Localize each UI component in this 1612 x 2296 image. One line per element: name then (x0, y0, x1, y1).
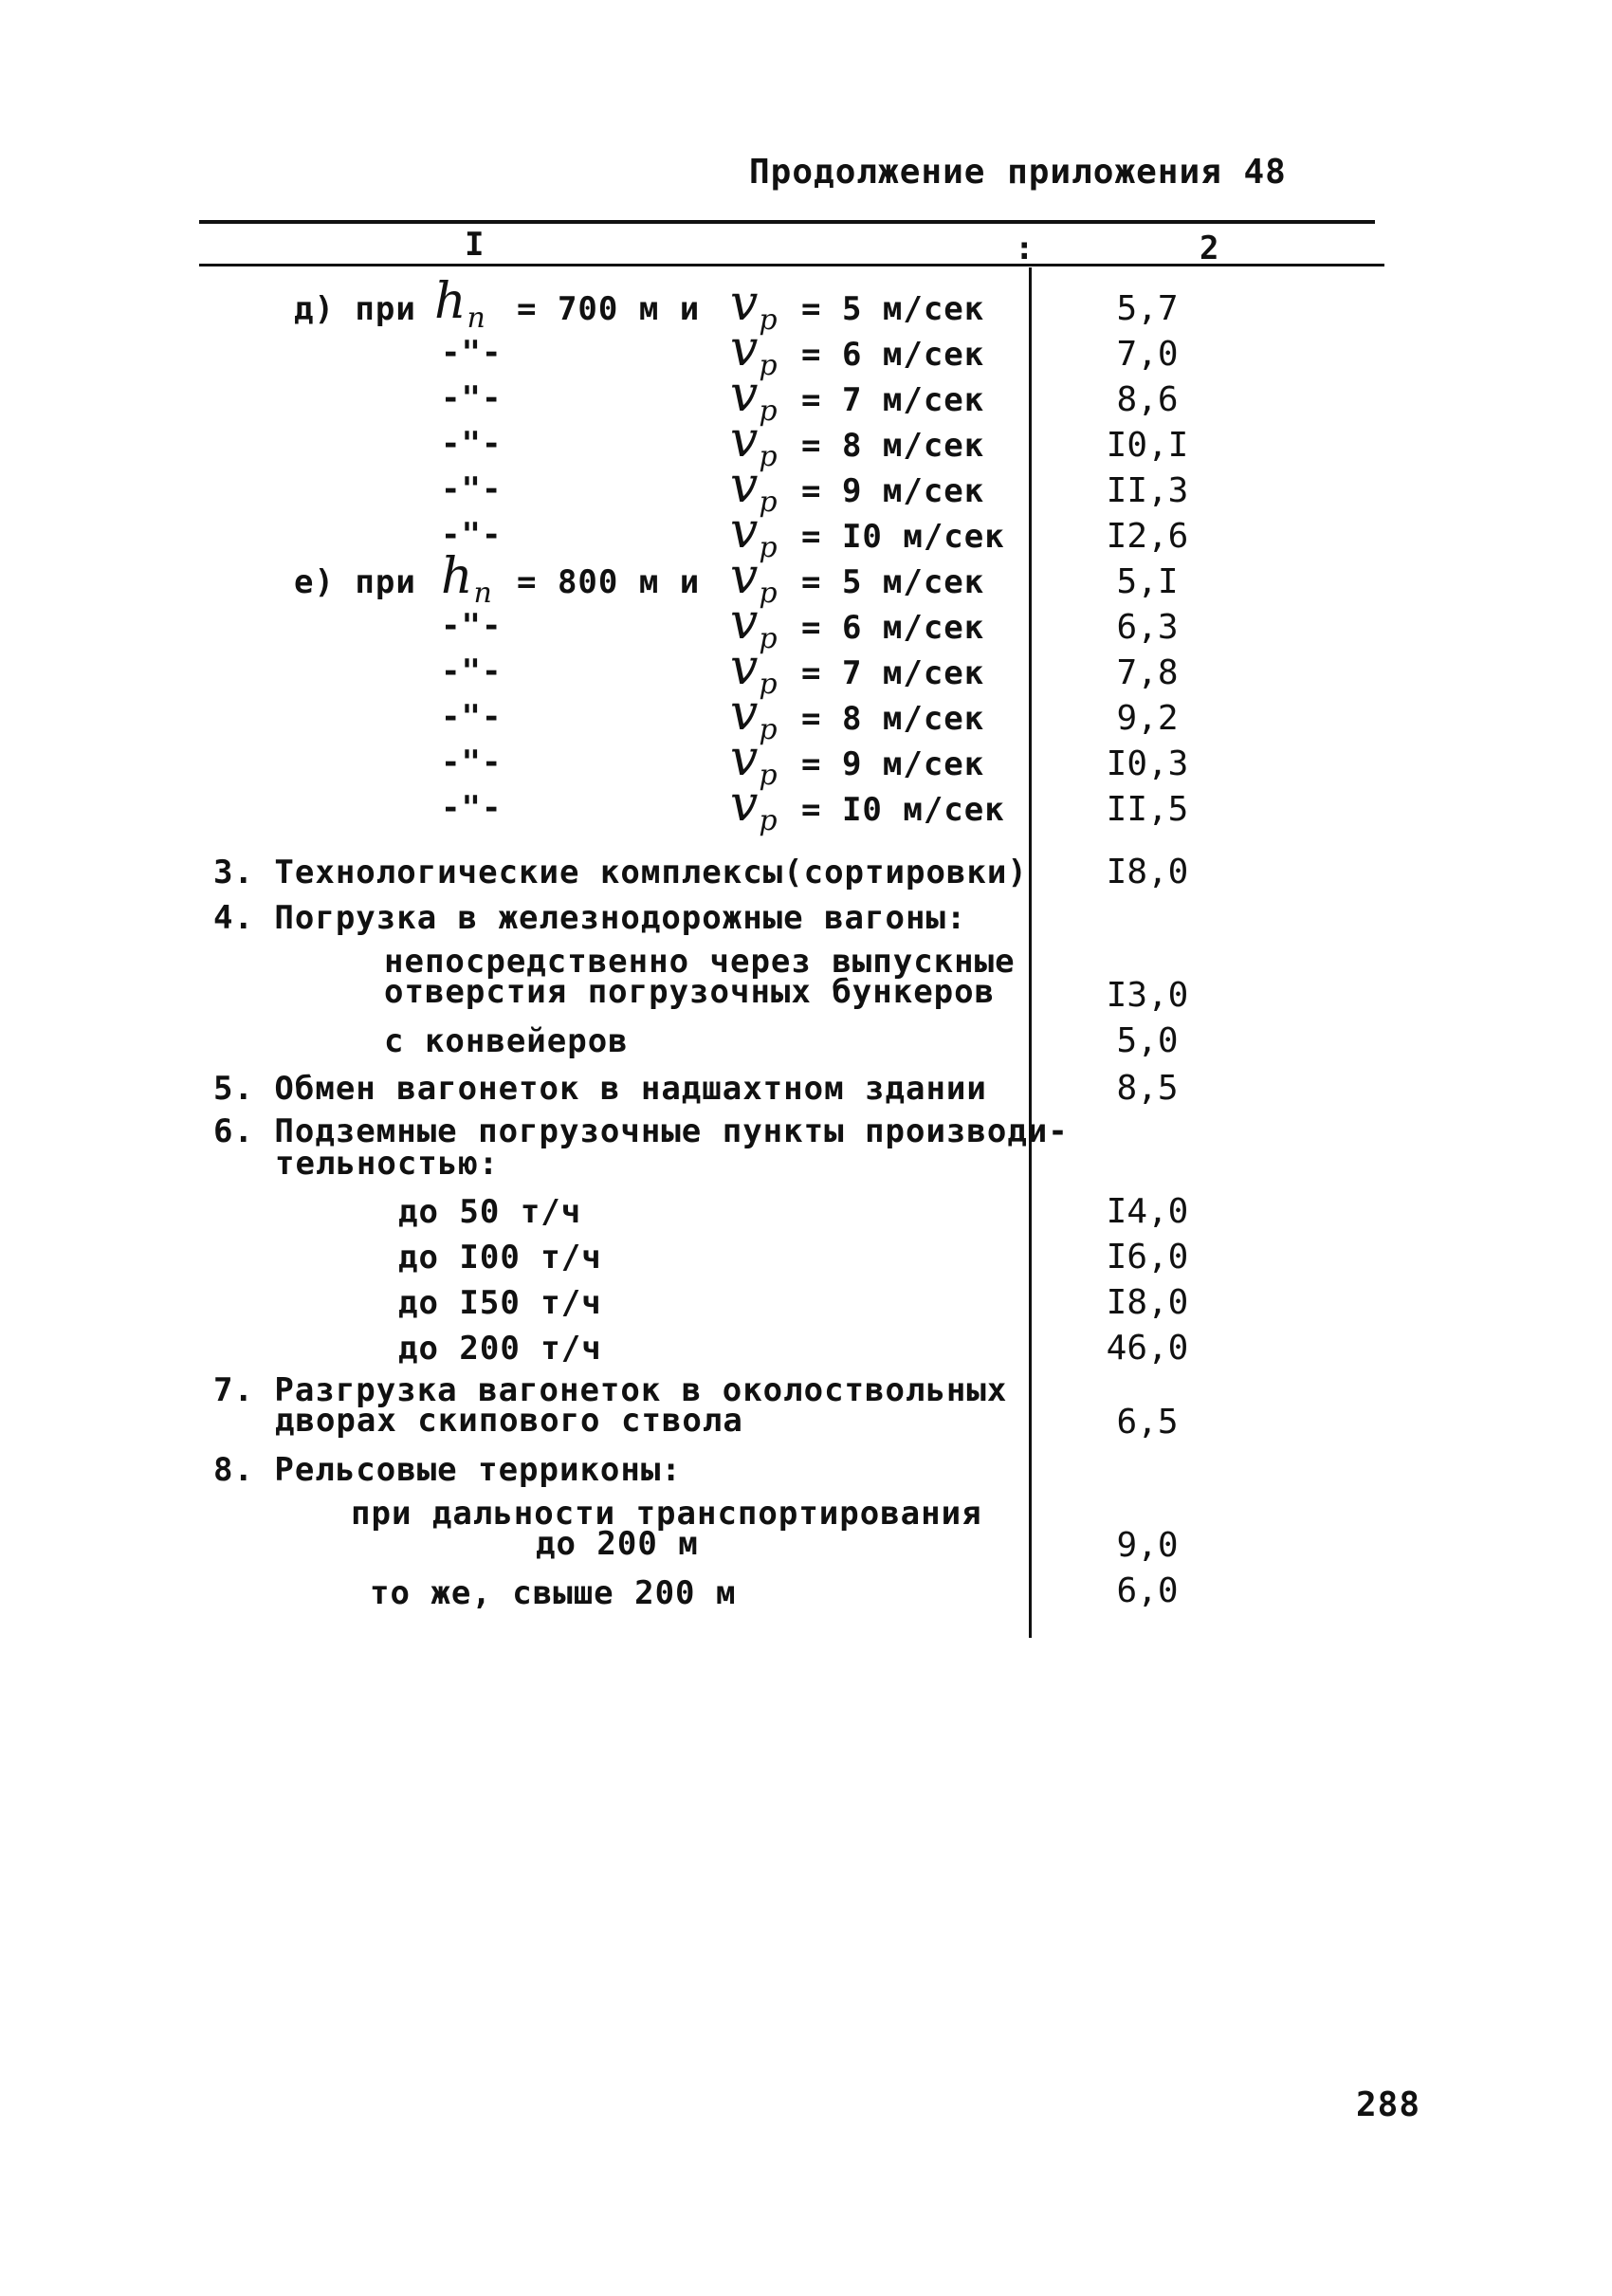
item-6-line1: 6. Подземные погрузочные пункты производи- (213, 1112, 1069, 1150)
value-d-5: II,3 (1106, 471, 1189, 510)
v-speed-symbol: vр (730, 412, 779, 473)
ditto-mark: -"- (441, 379, 503, 417)
item-7-line2: дворах скипового ствола (275, 1402, 743, 1440)
item-4-text: 4. Погрузка в железнодорожные вагоны: (213, 899, 967, 937)
block-e-label: е) при (294, 563, 416, 601)
speed-row-d-3: = 7 м/сек (801, 381, 985, 419)
ditto-mark: -"- (441, 607, 503, 645)
value-d-4: I0,I (1106, 426, 1189, 465)
block-d-depth: = 700 м и (517, 290, 701, 328)
speed-row-d-5: = 9 м/сек (801, 472, 985, 510)
item-6-row-2-value: I6,0 (1106, 1238, 1189, 1277)
column-divider (1029, 267, 1032, 1638)
v-speed-symbol: vр (730, 366, 779, 428)
value-d-2: 7,0 (1116, 335, 1179, 374)
item-6-row-2-label: до I00 т/ч (398, 1239, 602, 1277)
speed-row-e-1: = 5 м/сек (801, 563, 985, 601)
ditto-mark: -"- (441, 698, 503, 736)
speed-row-d-2: = 6 м/сек (801, 336, 985, 374)
item-8-sub2-value: 6,0 (1116, 1571, 1179, 1610)
item-6-row-4-value: 46,0 (1106, 1329, 1189, 1368)
value-e-3: 7,8 (1116, 653, 1179, 692)
ditto-mark: -"- (441, 744, 503, 781)
v-speed-symbol: vр (730, 730, 779, 792)
value-d-1: 5,7 (1116, 289, 1179, 328)
ditto-mark: -"- (441, 789, 503, 827)
ditto-mark: -"- (441, 425, 503, 463)
v-speed-symbol: vр (730, 321, 779, 382)
item-8-sub1-line1: при дальности транспортирования (351, 1495, 982, 1533)
item-6-row-4-label: до 200 т/ч (398, 1330, 602, 1368)
speed-row-d-4: = 8 м/сек (801, 427, 985, 465)
item-6-row-1-label: до 50 т/ч (398, 1193, 582, 1231)
item-5-text: 5. Обмен вагонеток в надшахтном здании (213, 1070, 987, 1108)
value-d-6: I2,6 (1106, 517, 1189, 556)
item-8-text: 8. Рельсовые терриконы: (213, 1451, 682, 1489)
item-8-sub2: то же, свыше 200 м (370, 1574, 737, 1612)
h-depth-symbol: hп (441, 548, 493, 610)
ditto-mark: -"- (441, 652, 503, 690)
v-speed-symbol: vр (730, 685, 779, 746)
item-3-value: I8,0 (1106, 853, 1189, 891)
table-top-rule (199, 220, 1375, 224)
value-e-5: I0,3 (1106, 744, 1189, 783)
continuation-header: Продолжение приложения 48 (749, 153, 1287, 192)
v-speed-symbol: vр (730, 457, 779, 519)
v-speed-symbol: vр (730, 776, 779, 837)
v-speed-symbol: vр (730, 275, 779, 337)
value-e-4: 9,2 (1116, 699, 1179, 738)
item-4-sub2-value: 5,0 (1116, 1021, 1179, 1060)
ditto-mark: -"- (441, 470, 503, 508)
v-speed-symbol: vр (730, 548, 779, 610)
column-1-header: I (465, 226, 485, 264)
item-5-value: 8,5 (1116, 1069, 1179, 1108)
speed-row-e-2: = 6 м/сек (801, 609, 985, 647)
value-e-6: II,5 (1106, 790, 1189, 829)
page-number: 288 (1356, 2085, 1421, 2124)
value-e-2: 6,3 (1116, 608, 1179, 647)
speed-row-e-3: = 7 м/сек (801, 654, 985, 692)
item-4-sub1-line2: отверстия погрузочных бункеров (384, 973, 996, 1011)
item-8-sub1-line2: до 200 м (536, 1525, 699, 1563)
speed-row-d-1: = 5 м/сек (801, 290, 985, 328)
v-speed-symbol: vр (730, 503, 779, 564)
item-3-text: 3. Технологические комплексы(сортировки) (213, 854, 1028, 891)
item-6-row-1-value: I4,0 (1106, 1192, 1189, 1231)
item-4-sub1-line1: непосредственно через выпускные (384, 943, 1016, 981)
item-7-value: 6,5 (1116, 1403, 1179, 1442)
block-d-label: д) при (294, 290, 416, 328)
item-4-sub1-value: I3,0 (1106, 976, 1189, 1015)
h-depth-symbol: hп (434, 273, 486, 335)
v-speed-symbol: vр (730, 594, 779, 655)
v-speed-symbol: vр (730, 639, 779, 701)
speed-row-d-6: = I0 м/сек (801, 518, 1005, 556)
ditto-mark: -"- (441, 516, 503, 554)
ditto-mark: -"- (441, 334, 503, 372)
column-2-header: 2 (1200, 230, 1220, 267)
value-d-3: 8,6 (1116, 380, 1179, 419)
item-6-row-3-label: до I50 т/ч (398, 1284, 602, 1322)
column-separator: : (1015, 230, 1035, 267)
speed-row-e-4: = 8 м/сек (801, 700, 985, 738)
block-e-depth: = 800 м и (517, 563, 701, 601)
item-6-line2: тельностью: (275, 1145, 500, 1183)
item-4-sub2: с конвейеров (384, 1022, 629, 1060)
item-7-line1: 7. Разгрузка вагонеток в околоствольных (213, 1371, 1008, 1409)
value-e-1: 5,I (1116, 562, 1179, 601)
speed-row-e-6: = I0 м/сек (801, 791, 1005, 829)
speed-row-e-5: = 9 м/сек (801, 745, 985, 783)
item-8-sub1-value: 9,0 (1116, 1526, 1179, 1565)
item-6-row-3-value: I8,0 (1106, 1283, 1189, 1322)
